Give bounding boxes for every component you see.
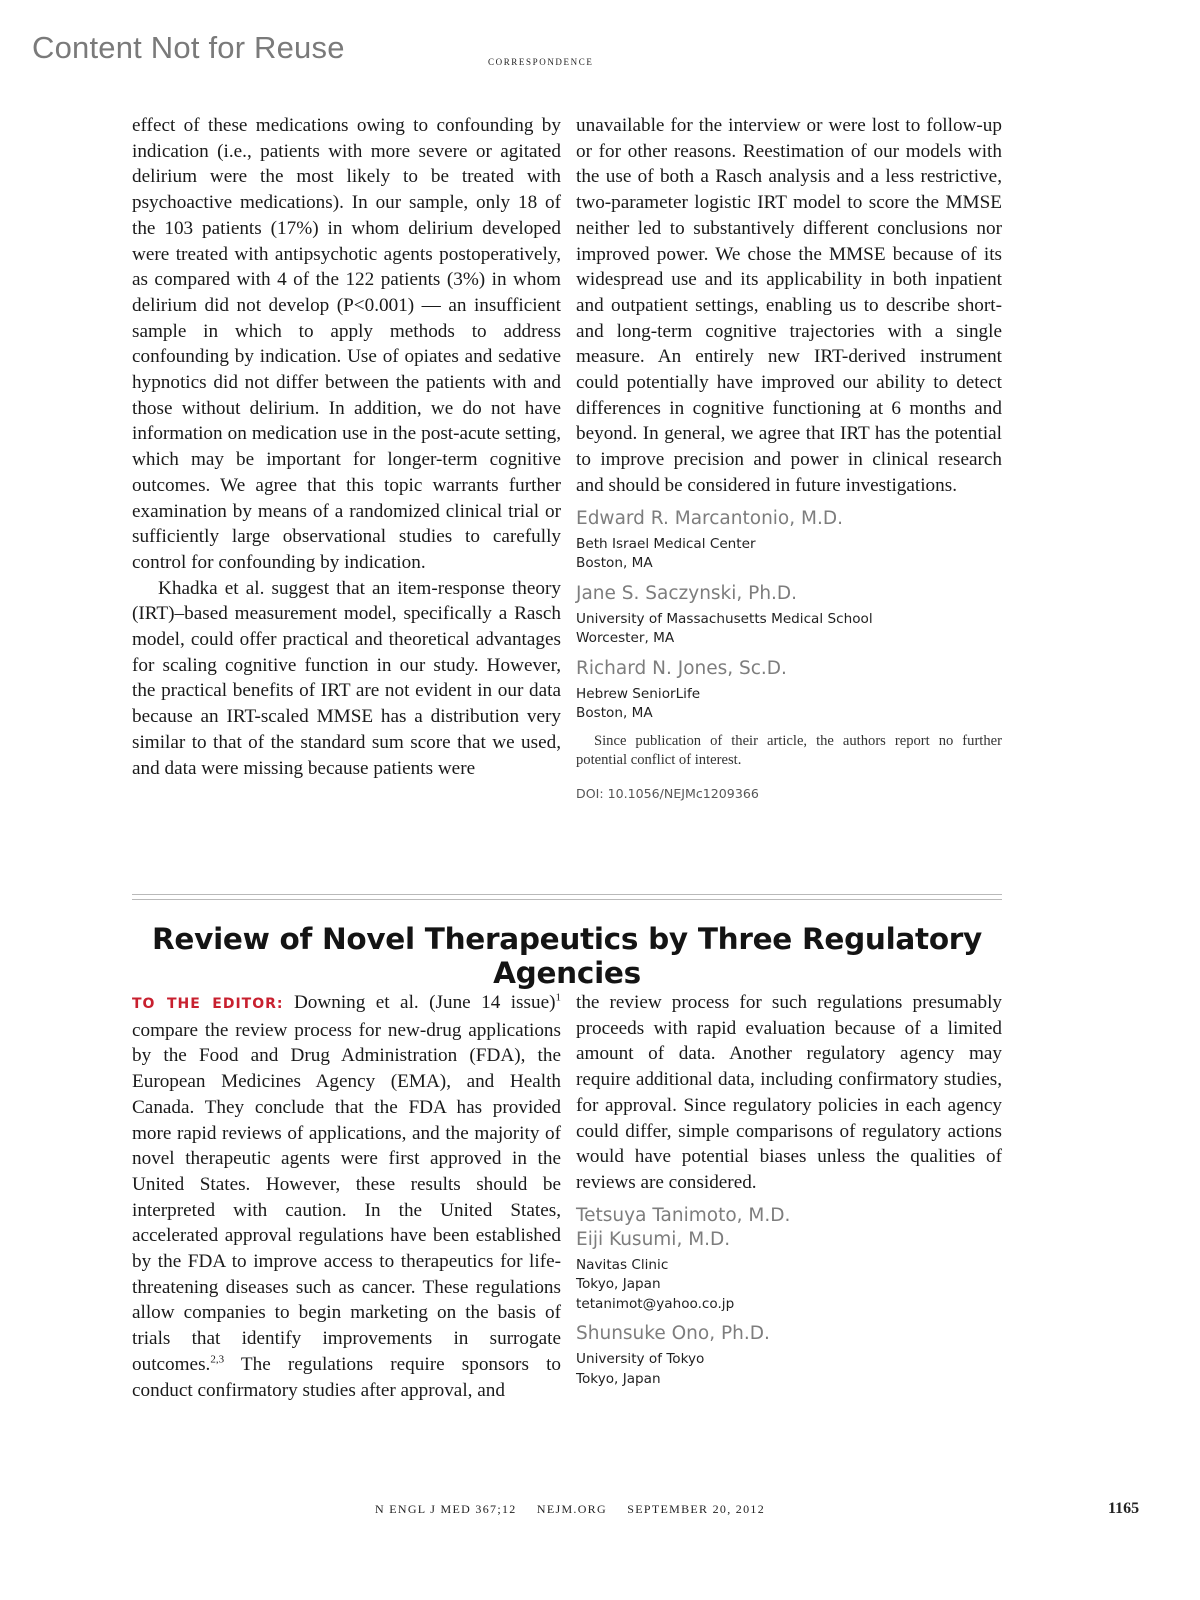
- affiliation-institution: University of Tokyo: [576, 1351, 705, 1368]
- affiliation-institution: Hebrew SeniorLife: [576, 685, 701, 702]
- body-paragraph: unavailable for the interview or were lost to follow-up or for other reasons. Reestimation of our models with the use of both a Rasch analysis and a less restrictive, two-parameter logistic IRT model to score the MMSE neither led to substantively different conclusions nor improved power. We chose the MMSE because of its widespread use and its applicability in both inpatient and outpatient settings, enabling us to describe short- and long-term cognitive trajectories with a single measure. An entirely new IRT-derived instrument could potentially have improved our ability to detect differences in cognitive functioning at 6 months and beyond. In general, we agree that IRT has the potential to improve precision and power in clinical research and should be considered in future investigations.: [576, 115, 1002, 496]
- author-name: Eiji Kusumi, M.D.: [576, 1228, 731, 1250]
- affiliation-location: Boston, MA: [576, 705, 653, 722]
- body-text: The regulations require sponsors to conduct confirmatory studies after approval, and: [132, 1353, 561, 1401]
- author-email[interactable]: tetanimot@yahoo.co.jp: [576, 1295, 735, 1312]
- body-paragraph: Khadka et al. suggest that an item-response theory (IRT)–based measurement model, specifically a Rasch model, could offer practical and theoretical advantages for scaling cognitive function in our study. However, the practical benefits of IRT are not evident in our data because an IRT-scaled MMSE has a distribution very similar to that of the standard sum score that we used, and data were missing because patients were: [132, 577, 561, 779]
- affiliation-location: Tokyo, Japan: [576, 1370, 661, 1387]
- section-divider: [132, 899, 1002, 900]
- footer-journal: N ENGL J MED 367;12: [374, 1502, 517, 1516]
- author-name: Edward R. Marcantonio, M.D.: [576, 507, 843, 529]
- author-affiliation: [576, 685, 1002, 724]
- affiliation-institution: Navitas Clinic: [576, 1256, 669, 1273]
- affiliation-institution: University of Massachusetts Medical School: [576, 610, 873, 627]
- body-paragraph: [132, 990, 561, 1403]
- author-name: Tetsuya Tanimoto, M.D.: [576, 1204, 791, 1226]
- affiliation-location: Worcester, MA: [576, 630, 675, 647]
- affiliation-institution: Beth Israel Medical Center: [576, 535, 756, 552]
- affiliation-location: Tokyo, Japan: [576, 1276, 661, 1293]
- footer-site: NEJM.ORG: [536, 1502, 607, 1516]
- author-affiliation: [576, 1350, 1002, 1389]
- author-name: Jane S. Saczynski, Ph.D.: [576, 582, 798, 604]
- section-label: correspondence: [488, 53, 594, 68]
- top-letter-left-column: [132, 113, 561, 781]
- to-the-editor-label: TO THE EDITOR:: [132, 996, 284, 1012]
- author-affiliation: [576, 535, 1002, 574]
- body-text: compare the review process for new-drug applications by the Food and Drug Administration (FDA), the European Medicines Agency (EMA), and Health Canada. They conclude that the FDA has provided more rapid reviews of applications, and the majority of novel therapeutic agents were first approved in the United States. However, these results should be interpreted with caution. In the United States, accelerated approval regulations have been established by the FDA to improve access to therapeutics for life-threatening diseases such as cancer. These regulations allow companies to begin marketing on the basis of trials that identify improvements in surrogate outcomes.: [132, 1019, 561, 1375]
- affiliation-location: Boston, MA: [576, 555, 653, 572]
- page-footer: [0, 1502, 1140, 1517]
- author-name: Richard N. Jones, Sc.D.: [576, 657, 787, 679]
- disclosure-note: Since publication of their article, the authors report no further potential conflict of interest.: [576, 732, 1002, 769]
- author-name: Shunsuke Ono, Ph.D.: [576, 1323, 770, 1345]
- article-headline: Review of Novel Therapeutics by Three Regulatory Agencies: [152, 922, 982, 990]
- body-paragraph: the review process for such regulations presumably proceeds with rapid evaluation because of a limited amount of data. Another regulatory agency may require additional data, including confirmatory studies, for approval. Since regulatory policies in each agency could differ, simple comparisons of regulatory actions would have potential biases unless the qualities of reviews are considered.: [576, 992, 1002, 1193]
- doi[interactable]: DOI: 10.1056/NEJMc1209366: [576, 785, 759, 801]
- top-letter-right-column: [576, 113, 1002, 806]
- bottom-letter-right-column: [576, 990, 1002, 1389]
- page-number: 1165: [1108, 1500, 1140, 1517]
- citation-ref[interactable]: 2,3: [210, 1353, 225, 1366]
- author-affiliation: [576, 610, 1002, 649]
- body-paragraph: effect of these medications owing to confounding by indication (i.e., patients with more severe or agitated delirium were the most likely to be treated with psychoactive medications). In our sample, only 18 of the 103 patients (17%) in whom delirium developed were treated with antipsychotic agents postoperatively, as compared with 4 of the 122 patients (3%) in whom delirium did not develop (P<0.001) — an insufficient sample in which to apply methods to address confounding by indication. Use of opiates and sedative hypnotics did not differ between the patients with and those without delirium. In addition, we do not have information on medication use in the post-acute setting, which may be important for longer-term cognitive outcomes. We agree that this topic warrants further examination by means of a randomized clinical trial or sufficiently large observational studies to carefully control for confounding by indication.: [132, 115, 561, 573]
- watermark: Content Not for Reuse: [32, 30, 345, 65]
- section-divider: [132, 894, 1002, 895]
- author-affiliation: [576, 1256, 1002, 1315]
- footer-date: SEPTEMBER 20, 2012: [627, 1502, 766, 1516]
- body-text: Downing et al. (June 14 issue): [283, 992, 556, 1013]
- citation-ref[interactable]: 1: [555, 991, 561, 1004]
- bottom-letter-left-column: [132, 990, 561, 1403]
